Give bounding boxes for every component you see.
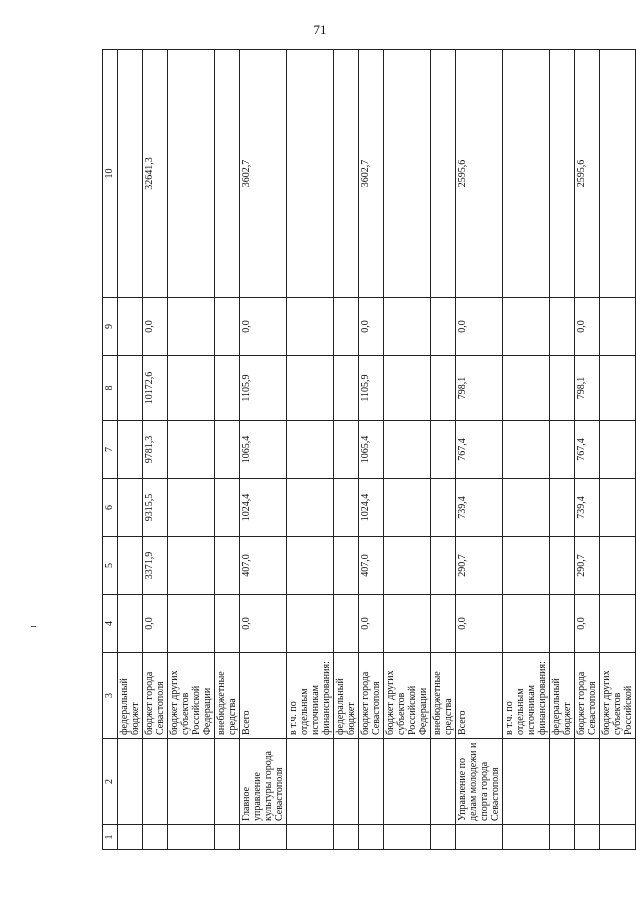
table-row <box>359 50 384 850</box>
table-cell-1 <box>359 825 384 850</box>
table-cell-3: внебюджетные средства <box>431 653 456 739</box>
table-cell-6: 1024,4 <box>240 479 287 537</box>
table-cell-5 <box>550 537 575 595</box>
table-cell-6 <box>431 479 456 537</box>
table-cell-10 <box>431 50 456 298</box>
table-cell-10: 3602,7 <box>240 50 287 298</box>
table-cell-9 <box>550 298 575 356</box>
table-row <box>334 50 359 850</box>
table-cell-4: 0,0 <box>359 595 384 653</box>
table-cell-8: 1105,9 <box>359 356 384 421</box>
table-cell-7 <box>384 421 431 479</box>
header-cell-2: 2 <box>103 739 118 825</box>
table-cell-9 <box>384 298 431 356</box>
table-cell-10 <box>168 50 215 298</box>
table-cell-3: Всего <box>456 653 503 739</box>
table-cell-2 <box>503 739 550 825</box>
table-cell-8 <box>431 356 456 421</box>
table-cell-4: 0,0 <box>240 595 287 653</box>
table-cell-3: Всего <box>240 653 287 739</box>
budget-table <box>102 49 636 850</box>
table-cell-1 <box>550 825 575 850</box>
table-cell-5: 290,7 <box>456 537 503 595</box>
table-cell-10 <box>215 50 240 298</box>
table-cell-4 <box>215 595 240 653</box>
table-cell-6 <box>550 479 575 537</box>
table-cell-1 <box>384 825 431 850</box>
table-cell-8: 1105,9 <box>240 356 287 421</box>
table-cell-2 <box>359 739 384 825</box>
table-cell-9: 0,0 <box>575 298 600 356</box>
table-cell-3: в т.ч. по отдельным источникам финансирования: <box>287 653 334 739</box>
table-cell-1 <box>168 825 215 850</box>
table-cell-3: в т.ч. по отдельным источникам финансирования: <box>503 653 550 739</box>
header-row <box>103 50 118 850</box>
table-cell-6 <box>600 479 636 537</box>
header-cell-9: 9 <box>103 298 118 356</box>
table-row <box>575 50 600 850</box>
table-cell-7 <box>600 421 636 479</box>
header-cell-6: 6 <box>103 479 118 537</box>
table-cell-2 <box>215 739 240 825</box>
table-cell-4 <box>287 595 334 653</box>
table-cell-7 <box>215 421 240 479</box>
table-cell-9 <box>287 298 334 356</box>
table-row <box>456 50 503 850</box>
table-cell-9: 0,0 <box>359 298 384 356</box>
table-cell-6 <box>168 479 215 537</box>
header-cell-7: 7 <box>103 421 118 479</box>
header-cell-1: 1 <box>103 825 118 850</box>
table-cell-10: 2595,6 <box>456 50 503 298</box>
table-cell-7: 1065,4 <box>240 421 287 479</box>
table-cell-5 <box>215 537 240 595</box>
header-cell-10: 10 <box>103 50 118 298</box>
table-cell-1 <box>456 825 503 850</box>
table-cell-3: внебюджетные средства <box>215 653 240 739</box>
table-cell-8 <box>600 356 636 421</box>
table-cell-1 <box>334 825 359 850</box>
table-cell-1 <box>575 825 600 850</box>
table-cell-4 <box>503 595 550 653</box>
table-cell-5 <box>431 537 456 595</box>
table-cell-5 <box>287 537 334 595</box>
table-cell-2: Главное управление культуры города Севастополя <box>240 739 287 825</box>
table-cell-6 <box>215 479 240 537</box>
table-row <box>600 50 636 850</box>
table-cell-3: бюджет города Севастополя <box>575 653 600 739</box>
table-cell-5 <box>503 537 550 595</box>
table-cell-5 <box>384 537 431 595</box>
table-cell-6 <box>334 479 359 537</box>
table-cell-8 <box>550 356 575 421</box>
table-row <box>215 50 240 850</box>
table-cell-5 <box>334 537 359 595</box>
table-frame <box>102 50 634 850</box>
table-cell-9 <box>334 298 359 356</box>
table-cell-1 <box>287 825 334 850</box>
table-cell-1 <box>503 825 550 850</box>
table-cell-4 <box>600 595 636 653</box>
table-cell-7: 9781,3 <box>143 421 168 479</box>
table-cell-2 <box>575 739 600 825</box>
table-cell-10 <box>334 50 359 298</box>
table-cell-4 <box>550 595 575 653</box>
table-cell-1 <box>143 825 168 850</box>
table-cell-10 <box>503 50 550 298</box>
table-cell-9: 0,0 <box>143 298 168 356</box>
table-cell-4 <box>168 595 215 653</box>
table-cell-4 <box>334 595 359 653</box>
table-cell-2 <box>143 739 168 825</box>
table-cell-10 <box>600 50 636 298</box>
table-cell-2 <box>431 739 456 825</box>
table-cell-6 <box>287 479 334 537</box>
table-cell-1 <box>118 825 143 850</box>
table-row <box>168 50 215 850</box>
table-cell-2: Управление по делам молодежи и спорта города Севастополя <box>456 739 503 825</box>
table-cell-7 <box>431 421 456 479</box>
table-cell-8: 798,1 <box>456 356 503 421</box>
table-cell-9: 0,0 <box>240 298 287 356</box>
table-cell-3: бюджет города Севастополя <box>143 653 168 739</box>
table-cell-7: 1065,4 <box>359 421 384 479</box>
table-cell-7: 767,4 <box>456 421 503 479</box>
table-cell-6: 1024,4 <box>359 479 384 537</box>
table-cell-5 <box>168 537 215 595</box>
table-cell-7 <box>118 421 143 479</box>
table-cell-3: федеральный бюджет <box>118 653 143 739</box>
table-cell-2 <box>118 739 143 825</box>
table-cell-6 <box>384 479 431 537</box>
table-cell-9 <box>118 298 143 356</box>
table-row <box>431 50 456 850</box>
table-cell-8 <box>384 356 431 421</box>
table-cell-6 <box>503 479 550 537</box>
table-cell-2 <box>384 739 431 825</box>
table-cell-4 <box>384 595 431 653</box>
table-cell-5: 407,0 <box>359 537 384 595</box>
table-cell-6: 739,4 <box>575 479 600 537</box>
table-cell-10: 2595,6 <box>575 50 600 298</box>
header-cell-5: 5 <box>103 537 118 595</box>
table-cell-10: 3602,7 <box>359 50 384 298</box>
table-cell-7 <box>334 421 359 479</box>
table-cell-5 <box>600 537 636 595</box>
table-cell-8 <box>168 356 215 421</box>
header-cell-3: 3 <box>103 653 118 739</box>
table-cell-7 <box>503 421 550 479</box>
table-cell-3: бюджет других субъектов Российской <box>600 653 636 739</box>
table-cell-9 <box>168 298 215 356</box>
table-cell-8: 798,1 <box>575 356 600 421</box>
table-cell-9 <box>503 298 550 356</box>
table-cell-9 <box>431 298 456 356</box>
table-cell-2 <box>287 739 334 825</box>
table-cell-8 <box>215 356 240 421</box>
table-cell-3: федеральный бюджет <box>334 653 359 739</box>
table-row <box>503 50 550 850</box>
table-row <box>118 50 143 850</box>
table-cell-4: 0,0 <box>143 595 168 653</box>
table-cell-6: 9315,5 <box>143 479 168 537</box>
table-cell-7 <box>168 421 215 479</box>
table-cell-7 <box>287 421 334 479</box>
header-cell-8: 8 <box>103 356 118 421</box>
table-cell-4 <box>431 595 456 653</box>
table-cell-1 <box>215 825 240 850</box>
table-cell-8: 10172,6 <box>143 356 168 421</box>
table-cell-9 <box>215 298 240 356</box>
table-cell-2 <box>600 739 636 825</box>
table-cell-7: 767,4 <box>575 421 600 479</box>
table-cell-10 <box>384 50 431 298</box>
table-cell-7 <box>550 421 575 479</box>
table-body <box>118 50 636 850</box>
table-cell-8 <box>287 356 334 421</box>
table-cell-8 <box>503 356 550 421</box>
table-cell-10 <box>118 50 143 298</box>
table-cell-4 <box>118 595 143 653</box>
table-row <box>384 50 431 850</box>
table-row <box>143 50 168 850</box>
table-cell-5: 290,7 <box>575 537 600 595</box>
table-cell-9: 0,0 <box>456 298 503 356</box>
table-cell-4: 0,0 <box>575 595 600 653</box>
table-cell-3: бюджет других субъектов Российской Федерации <box>384 653 431 739</box>
table-cell-5: 3371,9 <box>143 537 168 595</box>
table-cell-1 <box>431 825 456 850</box>
table-cell-2 <box>550 739 575 825</box>
table-cell-2 <box>168 739 215 825</box>
table-cell-10 <box>550 50 575 298</box>
table-cell-5 <box>118 537 143 595</box>
table-cell-3: федеральный бюджет <box>550 653 575 739</box>
table-cell-2 <box>334 739 359 825</box>
table-row <box>550 50 575 850</box>
table-cell-4: 0,0 <box>456 595 503 653</box>
table-row <box>287 50 334 850</box>
page-number: 71 <box>313 22 327 37</box>
table-cell-3: бюджет других субъектов Российской Федерации <box>168 653 215 739</box>
table-cell-8 <box>334 356 359 421</box>
table-cell-6 <box>118 479 143 537</box>
table-cell-1 <box>600 825 636 850</box>
table-cell-5: 407,0 <box>240 537 287 595</box>
header-cell-4: 4 <box>103 595 118 653</box>
table-cell-8 <box>118 356 143 421</box>
table-cell-10 <box>287 50 334 298</box>
table-cell-1 <box>240 825 287 850</box>
table-cell-6: 739,4 <box>456 479 503 537</box>
table-row <box>240 50 287 850</box>
table-cell-10: 32641,3 <box>143 50 168 298</box>
table-cell-3: бюджет города Севастополя <box>359 653 384 739</box>
table-cell-9 <box>600 298 636 356</box>
